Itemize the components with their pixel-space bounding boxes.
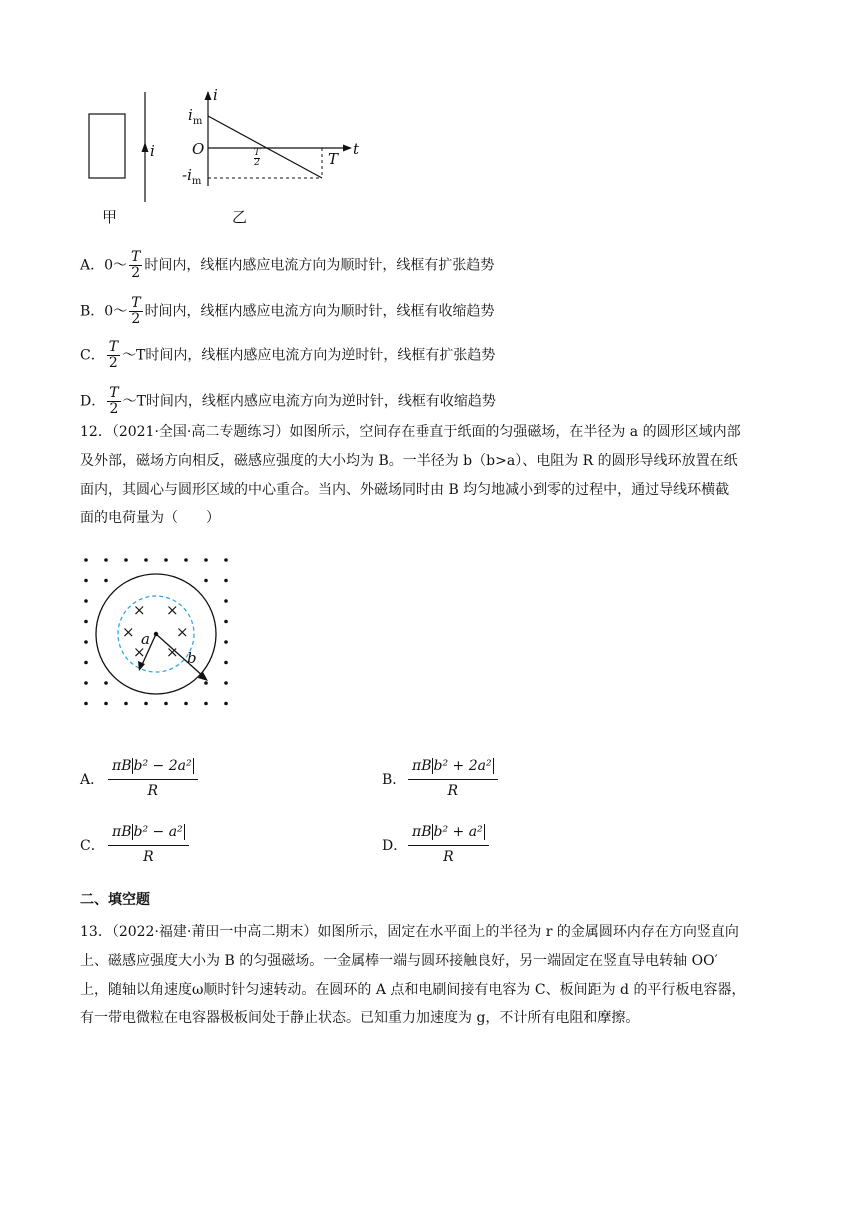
q13-line-3: 上，随轴以角速度ω顺时针匀速转动。在圆环的 A 点和电刷间接有电容为 C、板间距为 d 的平行板电容器， bbox=[80, 982, 746, 998]
q12-option-a-label: A． bbox=[80, 772, 105, 788]
label-a: a bbox=[141, 630, 150, 648]
q12-option-d-label: D． bbox=[382, 838, 408, 854]
field-dot bbox=[124, 702, 128, 706]
im-label: $i_m$ bbox=[188, 106, 203, 127]
field-dot bbox=[204, 579, 208, 583]
label-yi: 乙 bbox=[232, 208, 248, 226]
field-dot bbox=[224, 640, 228, 644]
q13-line-4: 有一带电微粒在电容器极板间处于静止状态。已知重力加速度为 g，不计所有电阻和摩擦。 bbox=[80, 1010, 640, 1026]
field-dot bbox=[204, 681, 208, 685]
cross-1: × bbox=[133, 601, 146, 619]
field-dot bbox=[144, 558, 148, 562]
half-T-label: T 2 bbox=[254, 148, 261, 168]
axis-t-label: t bbox=[353, 140, 360, 158]
field-dot bbox=[84, 681, 88, 685]
field-dot bbox=[224, 702, 228, 706]
field-dot bbox=[184, 558, 188, 562]
q12-option-a-formula: πB b² − 2a² R bbox=[108, 755, 198, 802]
q12-option-d-formula: πB b² + a² R bbox=[408, 821, 489, 868]
field-dot bbox=[84, 599, 88, 603]
field-dot bbox=[104, 681, 108, 685]
label-jia: 甲 bbox=[102, 208, 118, 226]
q11-option-b: B．0～ $\frac{T}{2}$ 时间内，线框内感应电流方向为顺时针，线框有收缩趋势 bbox=[80, 295, 495, 327]
field-dot bbox=[84, 579, 88, 583]
cross-2: × bbox=[166, 601, 179, 619]
q11-option-c: C． $\frac{T}{2}$ ～T时间内，线框内感应电流方向为逆时针，线框有扩张趋势 bbox=[80, 339, 496, 371]
field-dot bbox=[224, 558, 228, 562]
field-dot bbox=[164, 702, 168, 706]
origin-label: O bbox=[192, 140, 205, 158]
field-dot bbox=[124, 558, 128, 562]
field-dot bbox=[84, 661, 88, 665]
q12-option-c-formula: πB b² − a² R bbox=[108, 821, 189, 868]
field-dot bbox=[104, 558, 108, 562]
T-label: T bbox=[328, 150, 339, 168]
label-b: b bbox=[187, 649, 197, 667]
q12-line-4: 面的电荷量为（ ） bbox=[80, 510, 220, 526]
cross-4: × bbox=[176, 623, 189, 641]
field-dot bbox=[224, 681, 228, 685]
q11-option-a: A．0～ $\frac{T}{2}$ 时间内，线框内感应电流方向为顺时针，线框有扩张趋势 bbox=[80, 249, 495, 281]
q12-option-b-label: B． bbox=[382, 772, 407, 788]
field-dot bbox=[84, 620, 88, 624]
q11-option-d: D． $\frac{T}{2}$ ～T时间内，线框内感应电流方向为逆时针，线框有收缩趋势 bbox=[80, 385, 496, 417]
field-dot bbox=[84, 558, 88, 562]
field-dot bbox=[84, 702, 88, 706]
section-title: 二、填空题 bbox=[80, 892, 150, 908]
q13-line-2: 上、磁感应强度大小为 B 的匀强磁场。一金属棒一端与圆环接触良好，另一端固定在竖直导电转轴 OO′ bbox=[80, 953, 718, 969]
field-dot bbox=[164, 558, 168, 562]
field-dot bbox=[104, 702, 108, 706]
cross-6: × bbox=[166, 643, 179, 661]
q12-line-1: 12．（2021·全国·高二专题练习）如图所示，空间存在垂直于纸面的匀强磁场，在半径为 a 的圆形区域内部 bbox=[80, 424, 741, 440]
field-dot bbox=[104, 579, 108, 583]
t-axis-arrow-icon bbox=[343, 145, 352, 152]
q13-line-1: 13．（2022·福建·莆田一中高二期末）如图所示，固定在水平面上的半径为 r 的金属圆环内存在方向竖直向 bbox=[80, 924, 739, 940]
cross-5: × bbox=[133, 643, 146, 661]
field-dot bbox=[224, 579, 228, 583]
cross-3: × bbox=[122, 623, 135, 641]
field-dot bbox=[224, 661, 228, 665]
neg-im-label: $-i_m$ bbox=[182, 166, 202, 187]
field-dot bbox=[184, 702, 188, 706]
field-dot bbox=[204, 702, 208, 706]
q12-line-3: 面内，其圆心与圆形区域的中心重合。当内、外磁场同时由 B 均匀地减小到零的过程中，通过导线环横截 bbox=[80, 482, 730, 498]
q12-option-c-label: C． bbox=[80, 838, 105, 854]
current-graph-line bbox=[208, 116, 322, 178]
q12-option-b-formula: πB b² + 2a² R bbox=[408, 755, 498, 802]
field-dot bbox=[144, 702, 148, 706]
current-arrow-icon bbox=[142, 142, 149, 152]
field-dot bbox=[224, 599, 228, 603]
field-dot bbox=[84, 640, 88, 644]
arrow-i-label: i bbox=[150, 142, 155, 160]
field-dot bbox=[204, 558, 208, 562]
field-dot bbox=[224, 620, 228, 624]
wire-frame bbox=[89, 114, 125, 178]
i-axis-arrow-icon bbox=[205, 91, 212, 100]
q12-line-2: 及外部，磁场方向相反，磁感应强度的大小均为 B。一半径为 b（b>a）、电阻为 R 的圆形导线环放置在纸 bbox=[80, 453, 738, 469]
axis-i-label: i bbox=[213, 86, 218, 104]
q12-field-figure bbox=[80, 550, 250, 720]
